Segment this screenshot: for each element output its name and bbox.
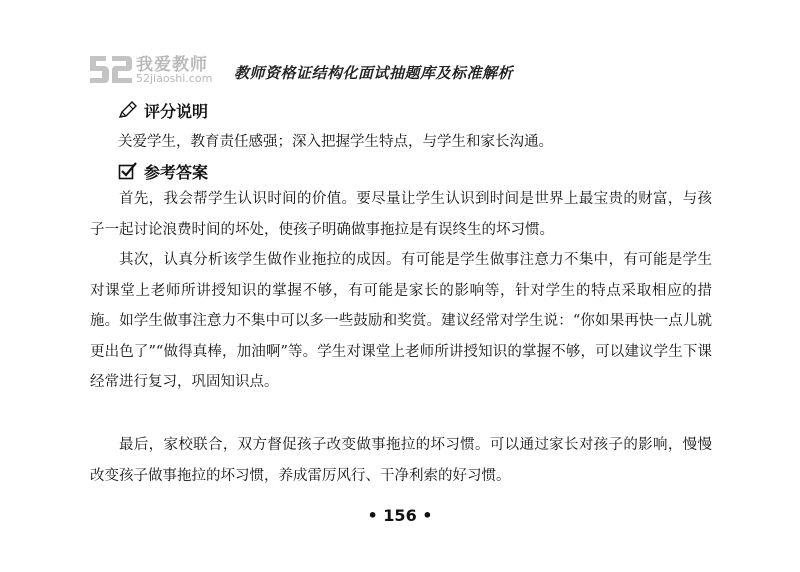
answer-paragraph: 首先，我会帮学生认识时间的价值。要尽量让学生认识到时间是世界上最宝贵的财富，与孩子一起讨论浪费时间的坏处，使孩子明确做事拖拉是有误终生的坏习惯。 — [90, 191, 712, 238]
checkbox-icon — [118, 162, 138, 180]
page-number: • 156 • — [367, 506, 433, 525]
answer-paragraph: 最后，家校联合，双方督促孩子改变做事拖拉的坏习惯。可以通过家长对孩子的影响，慢慢改变孩子做事拖拉的坏习惯，养成雷厉风行、干净利索的好习惯。 — [90, 437, 712, 484]
book-title: 教师资格证结构化面试抽题库及标准解析 — [234, 64, 514, 82]
logo — [86, 50, 226, 90]
logo-mark-icon — [86, 52, 134, 86]
scoring-heading-label: 评分说明 — [144, 101, 209, 121]
answer-heading-label: 参考答案 — [144, 162, 209, 182]
scoring-text: 关爱学生，教育责任感强；深入把握学生特点，与学生和家长沟通。 — [118, 134, 553, 150]
answer-paragraph: 其次，认真分析该学生做作业拖拉的成因。有可能是学生做事注意力不集中，有可能是学生对课堂上老师所讲授知识的掌握不够，有可能是家长的影响等，针对学生的特点采取相应的措施。如学生做事注意力不集中可以多一些鼓励和奖赏。建议经常对学生说：“你如果再快一点儿就更出色了”“做得真棒，加油啊”等。学生对课堂上老师所讲授知识的掌握不够，可以建议学生下课经常进行复习，巩固知识点。 — [90, 252, 712, 390]
scoring-heading — [118, 99, 208, 121]
logo-name: 我爱教师 — [136, 55, 208, 75]
logo-url: 52jiaoshi.com — [136, 72, 213, 85]
pen-icon — [118, 101, 138, 119]
answer-heading — [118, 160, 208, 182]
